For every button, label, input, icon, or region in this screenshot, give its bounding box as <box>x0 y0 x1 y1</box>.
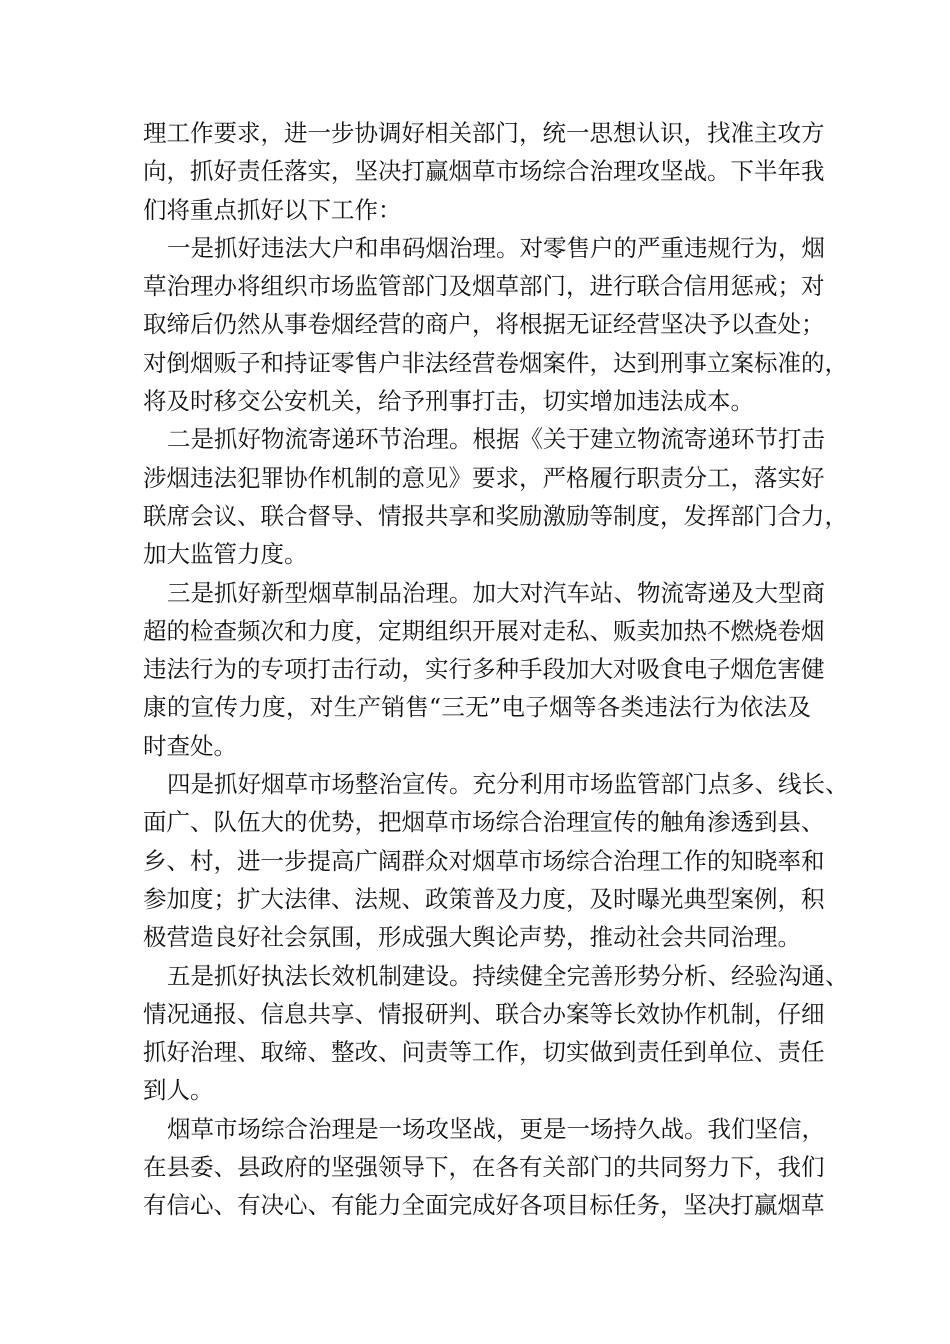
text-line: 取缔后仍然从事卷烟经营的商户，将根据无证经营坚决予以查处； <box>143 310 825 339</box>
text-line: 有信心、有决心、有能力全面完成好各项目标任务，坚决打赢烟草 <box>143 1191 825 1220</box>
text-line: 面广、队伍大的优势，把烟草市场综合治理宣传的触角渗透到县、 <box>143 808 825 837</box>
paragraph-first-line: 烟草市场综合治理是一场攻坚战，更是一场持久战。我们坚信， <box>167 1114 825 1143</box>
text-line: 情况通报、信息共享、情报研判、联合办案等长效协作机制，仔细 <box>143 999 825 1028</box>
text-line: 向，抓好责任落实，坚决打赢烟草市场综合治理攻坚战。下半年我 <box>143 157 825 186</box>
text-line: 涉烟违法犯罪协作机制的意见》要求，严格履行职责分工，落实好 <box>143 463 825 492</box>
text-line: 抓好治理、取缔、整改、问责等工作，切实做到责任到单位、责任 <box>143 1038 825 1067</box>
paragraph-first-line: 一是抓好违法大户和串码烟治理。对零售户的严重违规行为，烟 <box>167 233 825 262</box>
document-body <box>143 114 849 1225</box>
paragraph-first-line: 三是抓好新型烟草制品治理。加大对汽车站、物流寄递及大型商 <box>167 578 825 607</box>
text-line: 草治理办将组织市场监管部门及烟草部门，进行联合信用惩戒；对 <box>143 272 825 301</box>
text-line: 们将重点抓好以下工作： <box>143 195 402 224</box>
text-line: 时查处。 <box>143 731 237 760</box>
text-line: 加大监管力度。 <box>143 540 308 569</box>
text-line: 康的宣传力度，对生产销售“三无”电子烟等各类违法行为依法及 <box>143 693 811 722</box>
text-line: 违法行为的专项打击行动，实行多种手段加大对吸食电子烟危害健 <box>143 655 825 684</box>
text-line: 极营造良好社会氛围，形成强大舆论声势，推动社会共同治理。 <box>143 923 801 952</box>
text-line: 超的检查频次和力度，定期组织开展对走私、贩卖加热不燃烧卷烟 <box>143 616 825 645</box>
text-line: 到人。 <box>143 1076 214 1105</box>
text-line: 乡、村，进一步提高广阔群众对烟草市场综合治理工作的知晓率和 <box>143 846 825 875</box>
text-line: 在县委、县政府的坚强领导下，在各有关部门的共同努力下，我们 <box>143 1153 825 1182</box>
text-line: 联席会议、联合督导、情报共享和奖励激励等制度，发挥部门合力， <box>143 501 848 530</box>
paragraph-first-line: 四是抓好烟草市场整治宣传。充分利用市场监管部门点多、线长、 <box>167 770 849 799</box>
text-line: 对倒烟贩子和持证零售户非法经营卷烟案件，达到刑事立案标准的， <box>143 348 848 377</box>
text-line: 理工作要求，进一步协调好相关部门，统一思想认识，找准主攻方 <box>143 119 825 147</box>
paragraph-first-line: 二是抓好物流寄递环节治理。根据《关于建立物流寄递环节打击 <box>167 425 825 454</box>
paragraph-first-line: 五是抓好执法长效机制建设。持续健全完善形势分析、经验沟通、 <box>167 961 849 990</box>
text-line: 参加度；扩大法律、法规、政策普及力度，及时曝光典型案例，积 <box>143 884 825 913</box>
text-line: 将及时移交公安机关，给予刑事打击，切实增加违法成本。 <box>143 387 754 416</box>
